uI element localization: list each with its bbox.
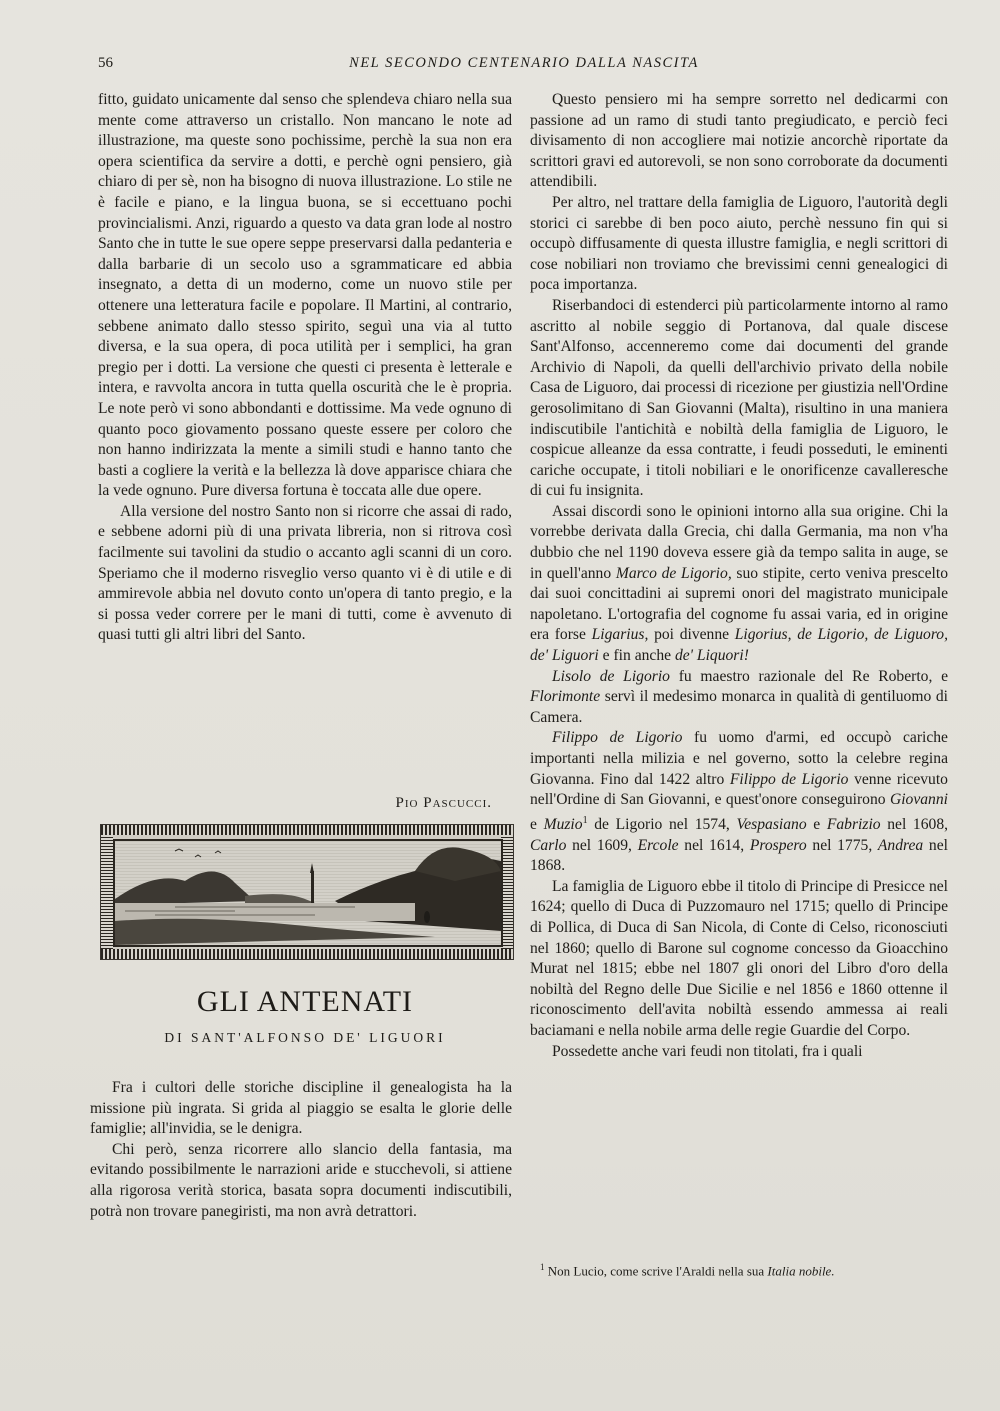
footnote-marker[interactable]: 1 <box>582 814 588 826</box>
page-number: 56 <box>98 55 113 71</box>
running-head: NEL SECONDO CENTENARIO DALLA NASCITA <box>349 55 699 71</box>
paragraph: Per altro, nel trattare della famiglia de Liguoro, l'autorità degli storici ci sarebbe di ben poco aiuto, perchè nessuno fin qui si occupò diffusamente di questa illustre famiglia, e negli scrittori di cose nobiliari non troviamo che brevissimi cenni genealogici di poca importanza. <box>530 193 948 294</box>
paragraph: Alla versione del nostro Santo non si ricorre che assai di rado, e sebbene adorni più di una privata libreria, non si ritrova così facilmente sui tavolini da studio o accanto agli scanni di un coro. Speriamo che il moderno risveglio verso quanto vi è di utile e di ammirevole abbia nel dovuto conto un'opera di tanto pregio, e la si possa veder correre per le mani di tutti, come è avvenuto di quasi tutti gli altri libri del Santo. <box>98 502 512 644</box>
footnote: $^1$ Non Lucio, come scrive l'Araldi nella sua Italia nobile. <box>540 1262 835 1279</box>
footnote-number: 1 <box>540 1262 545 1272</box>
paragraph: Possedette anche vari feudi non titolati, fra i quali <box>552 1042 863 1060</box>
decorative-border <box>101 835 113 949</box>
landscape-engraving <box>113 839 503 947</box>
decorative-border <box>101 825 513 835</box>
paragraph: Questo pensiero mi ha sempre sorretto nel dedicarmi con passione ad un ramo di studi tanto pregiudicato, e perciò feci divisamento di non accogliere mai notizie ancorchè riportate da scrittori gravi ed autorevoli, se non sono corroborate da documenti attendibili. <box>530 91 948 191</box>
paragraph: Riserbandoci di estenderci più particolarmente intorno al ramo ascritto al nobile seggio di Portanova, dal quale discese Sant'Alfonso, accenneremo come dai documenti del grande Archivio di Napoli, da quelli dell'archivio privato della nobile Casa de Liguoro, dai processi di ricezione per giustizia nell'Ordine gerosolimitano di San Giovanni (Malta), risultino in una maniera indiscutibile l'antichità e nobiltà della famiglia de Liguoro, le cospicue alleanze da essa contratte, i feudi posseduti, le eminenti cariche occupate, i titoli nobiliari e le onorificenze cavalleresche di cui fu insignita. <box>530 296 948 500</box>
article-title: GLI ANTENATI <box>196 985 414 1018</box>
paragraph: fitto, guidato unicamente dal senso che splendeva chiaro nella sua mente come attraverso un cristallo. Non mancano le note ad illustrazione, ma queste sono pochissime, perchè la sua non era opera scientifica da servire a dotti, e perchè ogni pensiero, già chiaro di per sè, non ha bisogno di nuova illustrazione. Lo stile ne è facile e piano, e la lingua buona, se si eccettuano pochi provincialismi. Anzi, riguardo a questo va data gran lode al nostro Santo che in tutte le sue opere seppe preservarsi dalla pedanteria e dalla barbarie di un secolo uso a sgrammaticare ed abbia insegnato, a detta di un moderno, come un nuovo stile per ottenere una letteratura facile e popolare. Il Martini, al contrario, sebbene animato dallo stesso spirito, seguì una via al tutto diversa, e la sua opera, di poca utilità per i semplici, ha gran pregio per i dotti. La versione che questi ci presenta è letterale e intera, e ravvolta ancora in tutta quella oscurità che le è propria. Le note però vi sono abbondanti e dottissime. Ma vede ognuno di quanto poco giovamento possano queste essere per coloro che non hanno indirizzata la mente a simili studi e hanno tanto che basti a cogliere la verità e la bellezza là dove apparisce chiara che la vede ognuno. Pure diversa fortuna è toccata alle due opere. <box>98 91 512 500</box>
left-column-bottom <box>90 1078 512 1222</box>
paragraph: Assai discordi sono le opinioni intorno alla sua origine. Chi la vorrebbe derivata dalla Grecia, chi dalla Germania, ma non v'ha dubbio che nel 1190 doveva essere già da tempo salita in auge, se in quell'anno Marco de Ligorio, suo stipite, certo veniva prescelto dai suoi concittadini ai supremi onori del magistrato municipale napoletano. L'ortografia del cognome fu assai varia, ed in origine era forse Ligarius, poi divenne Ligorius, de Ligorio, de Liguoro, de' Liguori e fin anche de' Liquori! <box>530 502 948 665</box>
landscape-vignette <box>100 824 514 960</box>
page-header <box>98 55 950 77</box>
paragraph: Filippo de Ligorio fu uomo d'armi, ed occupò cariche importanti nella milizia e nel governo, sotto la celebre regina Giovanna. Fino dal 1422 altro Filippo de Ligorio venne ricevuto nell'Ordine di San Giovanni, e quest'onore conseguirono Giovanni e Muzio$^1$ de Ligorio nel 1574, Vespasiano e Fabrizio nel 1608, Carlo nel 1609, Ercole nel 1614, Prospero nel 1775, Andrea nel 1868. <box>530 729 949 875</box>
right-column <box>530 90 948 1062</box>
paragraph: Fra i cultori delle storiche discipline il genealogista ha la missione più ingrata. Si grida al piaggio se esalta le glorie delle famiglie; all'invidia, se le denigra. <box>90 1079 512 1138</box>
paragraph: Chi però, senza ricorrere allo slancio della fantasia, ma evitando possibilmente le narrazioni aride e stucchevoli, si attiene alla rigorosa verità storica, basata sopra documenti indiscutibili, potrà non trovare panegiristi, ma non avrà detrattori. <box>90 1140 512 1220</box>
article-subtitle: DI SANT'ALFONSO DE' LIGUORI <box>164 1030 446 1045</box>
left-column-top <box>98 90 512 646</box>
author-signature: Pio Pascucci. <box>395 795 492 811</box>
decorative-border <box>101 949 513 959</box>
paragraph: Lisolo de Ligorio fu maestro razionale del Re Roberto, e Florimonte servì il medesimo monarca in qualità di gentiluomo di Camera. <box>530 667 949 726</box>
paragraph: La famiglia de Liguoro ebbe il titolo di Principe di Presicce nel 1624; quello di Duca di Puzzomauro nel 1715; quello di Principe di Pollica, di Duca di San Nicola, di Conte di Celso, riconosciuti nel 1860; quello di Barone sul cognome concesso da Gioacchino Murat nel 1815; ebbe nel 1807 gli onori del Libro d'oro della nobiltà del Regno delle Due Sicilie e nel 1856 e 1860 ottenne il riconoscimento dell'avita nobiltà essendo ammessa ai reali baciamani e nella nobile arma delle regie Guardie del Corpo. <box>530 877 948 1039</box>
